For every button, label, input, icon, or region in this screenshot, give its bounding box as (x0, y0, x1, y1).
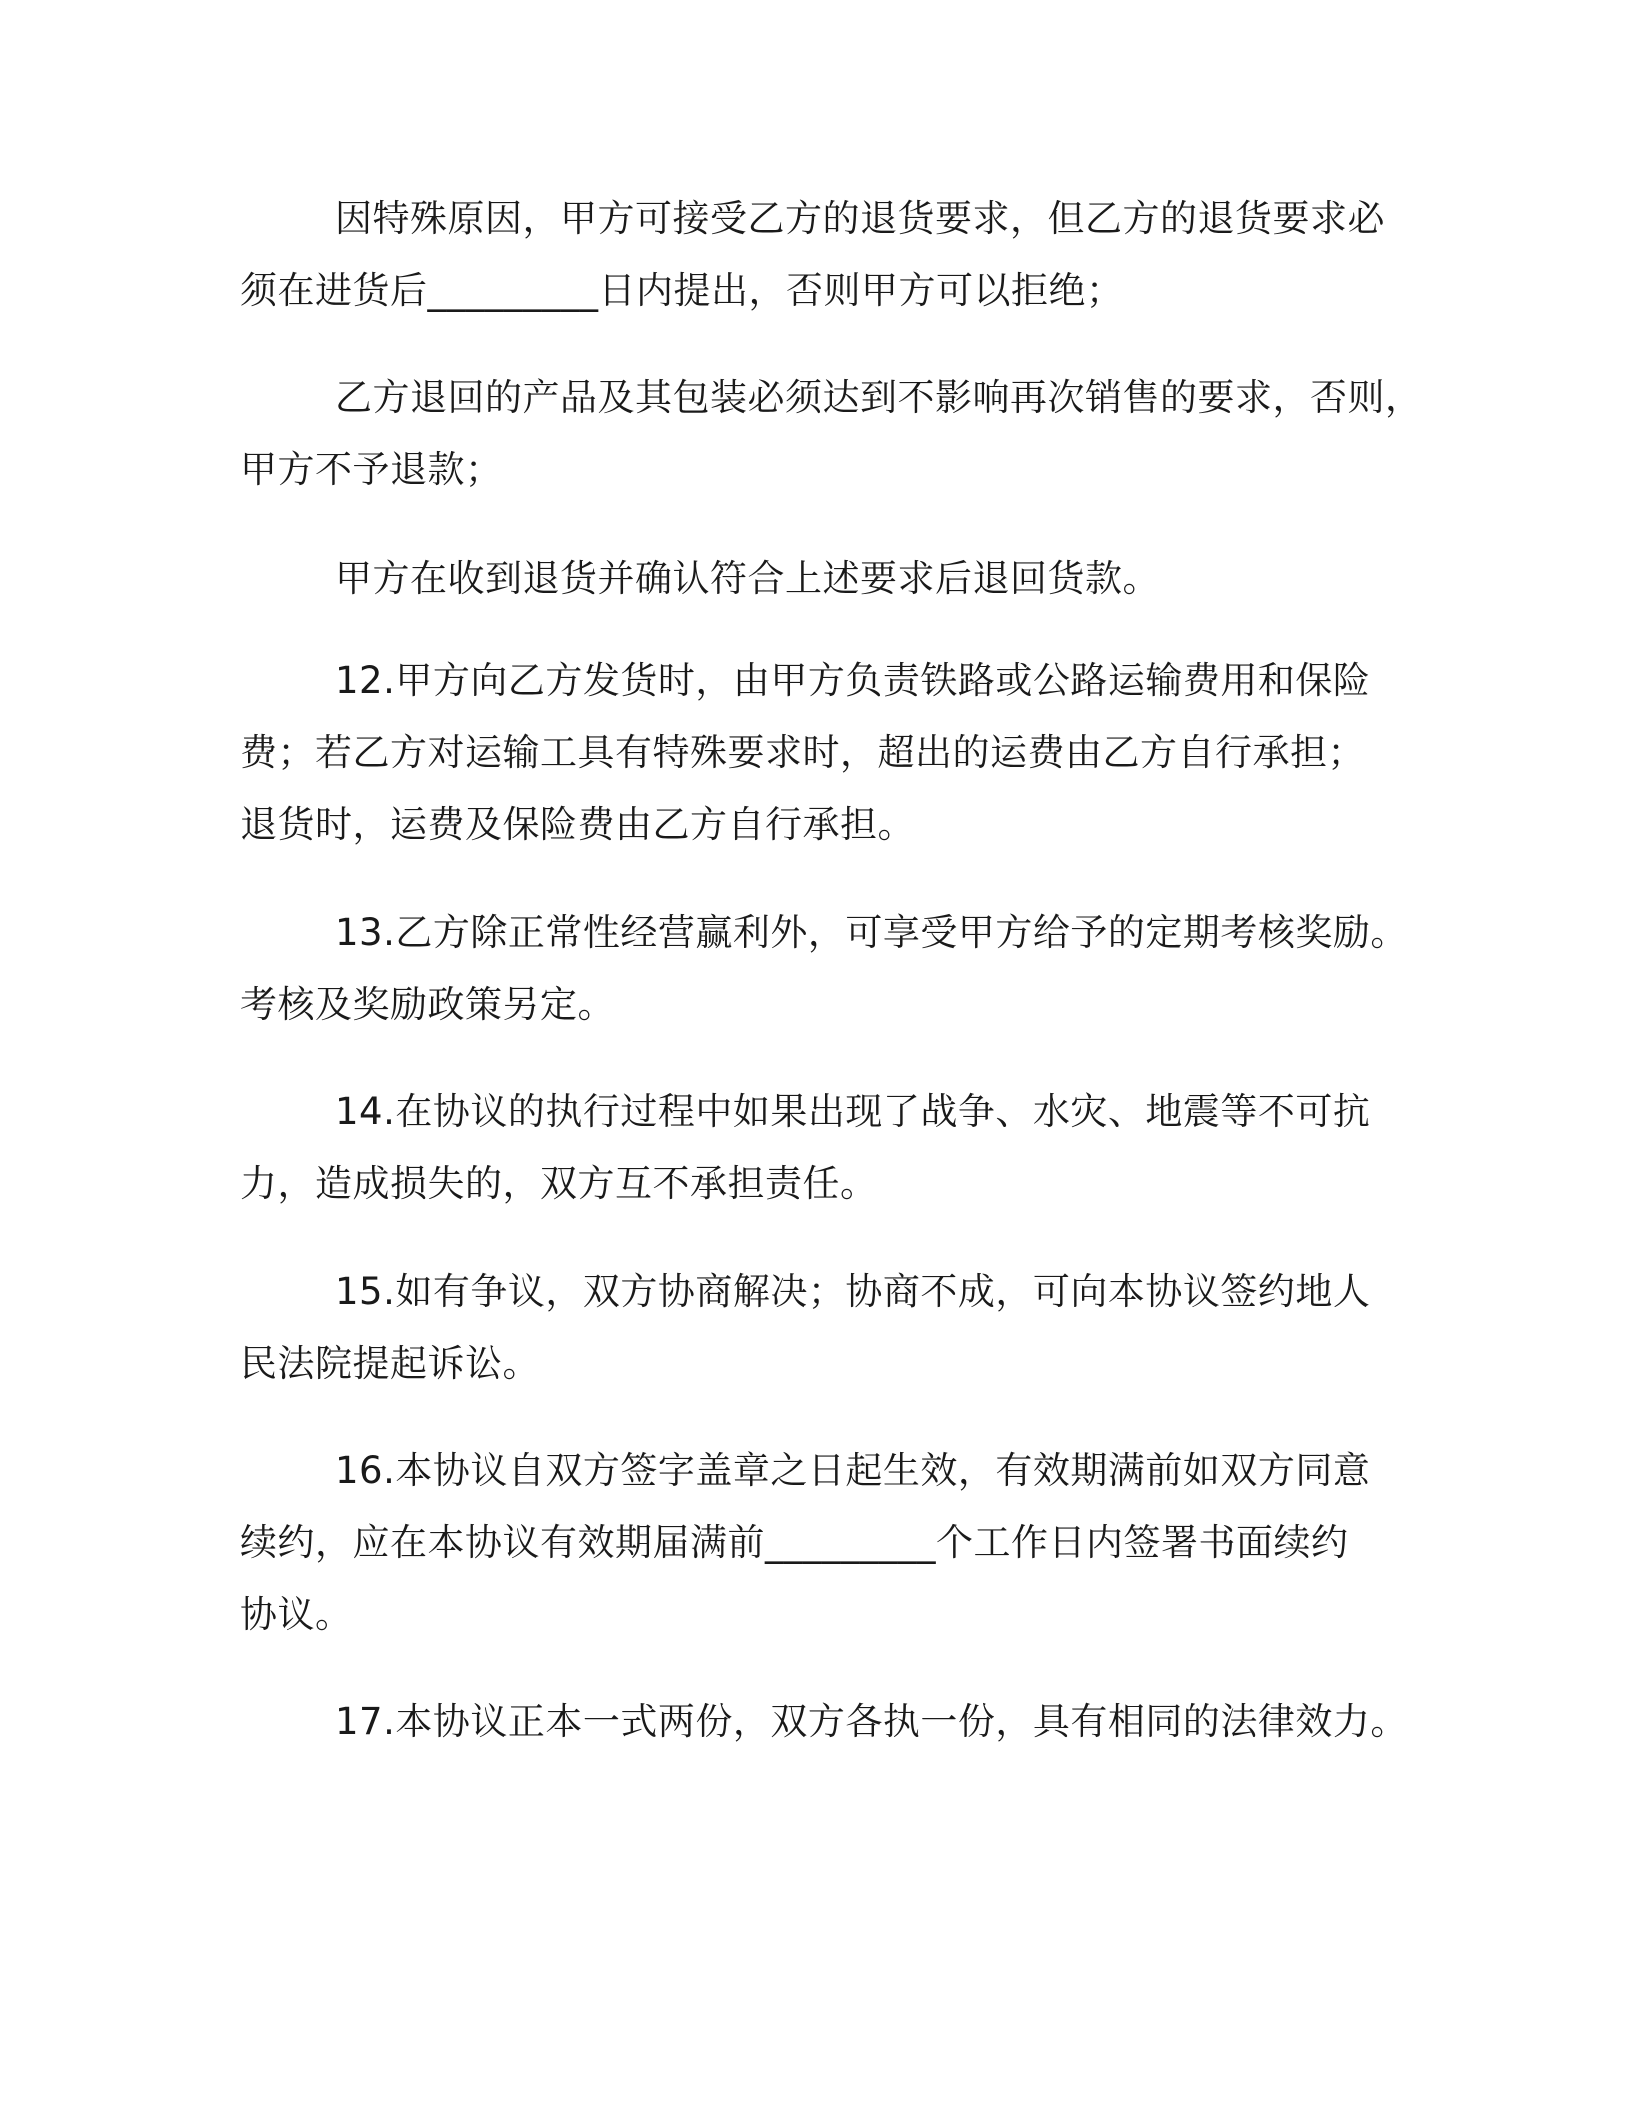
paragraph-return-condition-line-1: 乙方退回的产品及其包装必须达到不影响再次销售的要求，否则， (335, 376, 1423, 419)
paragraph-return-request-line-1: 因特殊原因，甲方可接受乙方的退货要求，但乙方的退货要求必 (335, 197, 1385, 240)
clause-13-line-1: 13.乙方除正常性经营赢利外，可享受甲方给予的定期考核奖励。 (335, 911, 1408, 954)
clause-14-line-2: 力，造成损失的，双方互不承担责任。 (240, 1162, 878, 1205)
clause-14-line-1: 14.在协议的执行过程中如果出现了战争、水灾、地震等不可抗 (335, 1090, 1371, 1133)
clause-13-line-2: 考核及奖励政策另定。 (240, 983, 615, 1026)
clause-15-line-2: 民法院提起诉讼。 (240, 1342, 540, 1385)
paragraph-return-request-line-2: 须在进货后_________日内提出，否则甲方可以拒绝； (240, 269, 1124, 312)
clause-15-line-1: 15.如有争议，双方协商解决；协商不成，可向本协议签约地人 (335, 1270, 1371, 1313)
paragraph-return-condition-line-2: 甲方不予退款； (240, 448, 503, 491)
clause-16-line-3: 协议。 (240, 1593, 353, 1636)
clause-12-line-2: 费；若乙方对运输工具有特殊要求时，超出的运费由乙方自行承担； (240, 731, 1365, 774)
clause-12-line-1: 12.甲方向乙方发货时，由甲方负责铁路或公路运输费用和保险 (335, 659, 1371, 702)
clause-16-line-2: 续约，应在本协议有效期届满前_________个工作日内签署书面续约 (240, 1521, 1349, 1564)
clause-16-line-1: 16.本协议自双方签字盖章之日起生效，有效期满前如双方同意 (335, 1449, 1371, 1492)
clause-17-line-1: 17.本协议正本一式两份，双方各执一份，具有相同的法律效力。 (335, 1700, 1408, 1743)
clause-12-line-3: 退货时，运费及保险费由乙方自行承担。 (240, 803, 915, 846)
paragraph-refund-line-1: 甲方在收到退货并确认符合上述要求后退回货款。 (335, 557, 1160, 600)
